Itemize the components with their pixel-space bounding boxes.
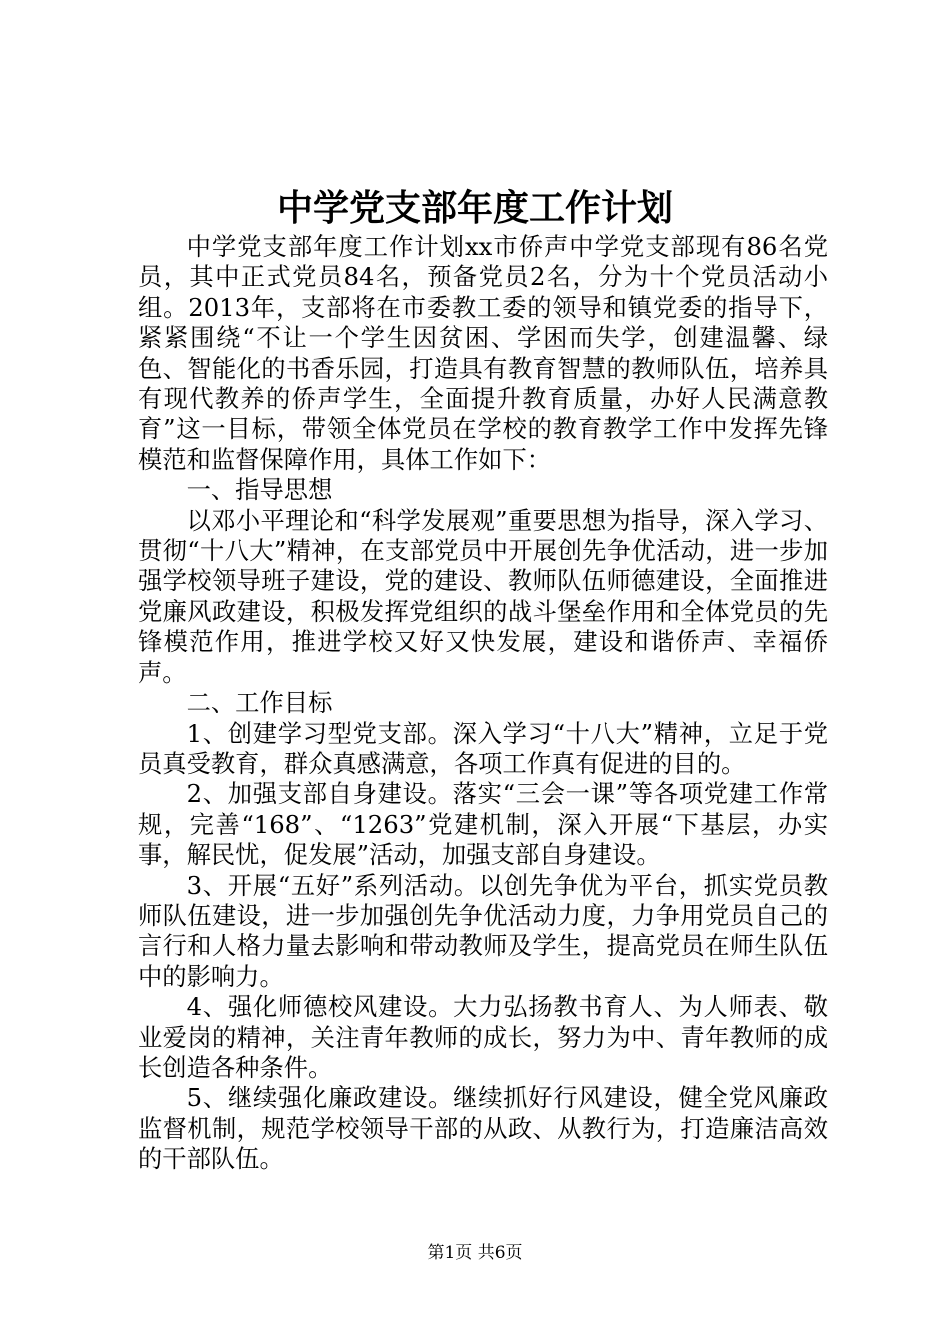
page-number-footer: 第1页 共6页 (427, 1243, 523, 1263)
document-title: 中学党支部年度工作计划 (276, 187, 673, 229)
paragraph-goal-4: 4、强化师德校风建设。大力弘扬教书育人、为人师表、敬业爱岗的精神，关注青年教师的成长，努力为中、青年教师的成长创造各种条件。 (138, 992, 828, 1082)
document-body (138, 232, 828, 1175)
paragraph-goal-1: 1、创建学习型党支部。深入学习“十八大”精神，立足于党员真受教育，群众真感满意，各项工作真有促进的目的。 (138, 718, 828, 778)
section-heading-guiding-ideology: 一、指导思想 (186, 475, 333, 505)
paragraph-intro: 中学党支部年度工作计划xx市侨声中学党支部现有86名党员，其中正式党员84名，预备党员2名，分为十个党员活动小组。2013年，支部将在市委教工委的领导和镇党委的指导下，紧紧围绕“不让一个学生因贫困、学困而失学，创建温馨、绿色、智能化的书香乐园，打造具有教育智慧的教师队伍，培养具有现代教养的侨声学生，全面提升教育质量，办好人民满意教育”这一目标，带领全体党员在学校的教育教学工作中发挥先锋模范和监督保障作用，具体工作如下： (138, 232, 828, 474)
paragraph-goal-5: 5、继续强化廉政建设。继续抓好行风建设，健全党风廉政监督机制，规范学校领导干部的从政、从教行为，打造廉洁高效的干部队伍。 (138, 1083, 828, 1174)
paragraph-guiding-ideology: 以邓小平理论和“科学发展观”重要思想为指导，深入学习、贯彻“十八大”精神，在支部党员中开展创先争优活动，进一步加强学校领导班子建设，党的建设、教师队伍师德建设，全面推进党廉风政建设，积极发挥党组织的战斗堡垒作用和全体党员的先锋模范作用，推进学校又好又快发展，建设和谐侨声、幸福侨声。 (138, 505, 828, 687)
paragraph-goal-3: 3、开展“五好”系列活动。以创先争优为平台，抓实党员教师队伍建设，进一步加强创先争优活动力度，力争用党员自己的言行和人格力量去影响和带动教师及学生，提高党员在师生队伍中的影响力。 (138, 870, 828, 991)
section-heading-work-goals: 二、工作目标 (186, 688, 333, 718)
paragraph-goal-2: 2、加强支部自身建设。落实“三会一课”等各项党建工作常规，完善“168”、“1263”党建机制，深入开展“下基层，办实事，解民忧，促发展”活动，加强支部自身建设。 (138, 779, 828, 870)
